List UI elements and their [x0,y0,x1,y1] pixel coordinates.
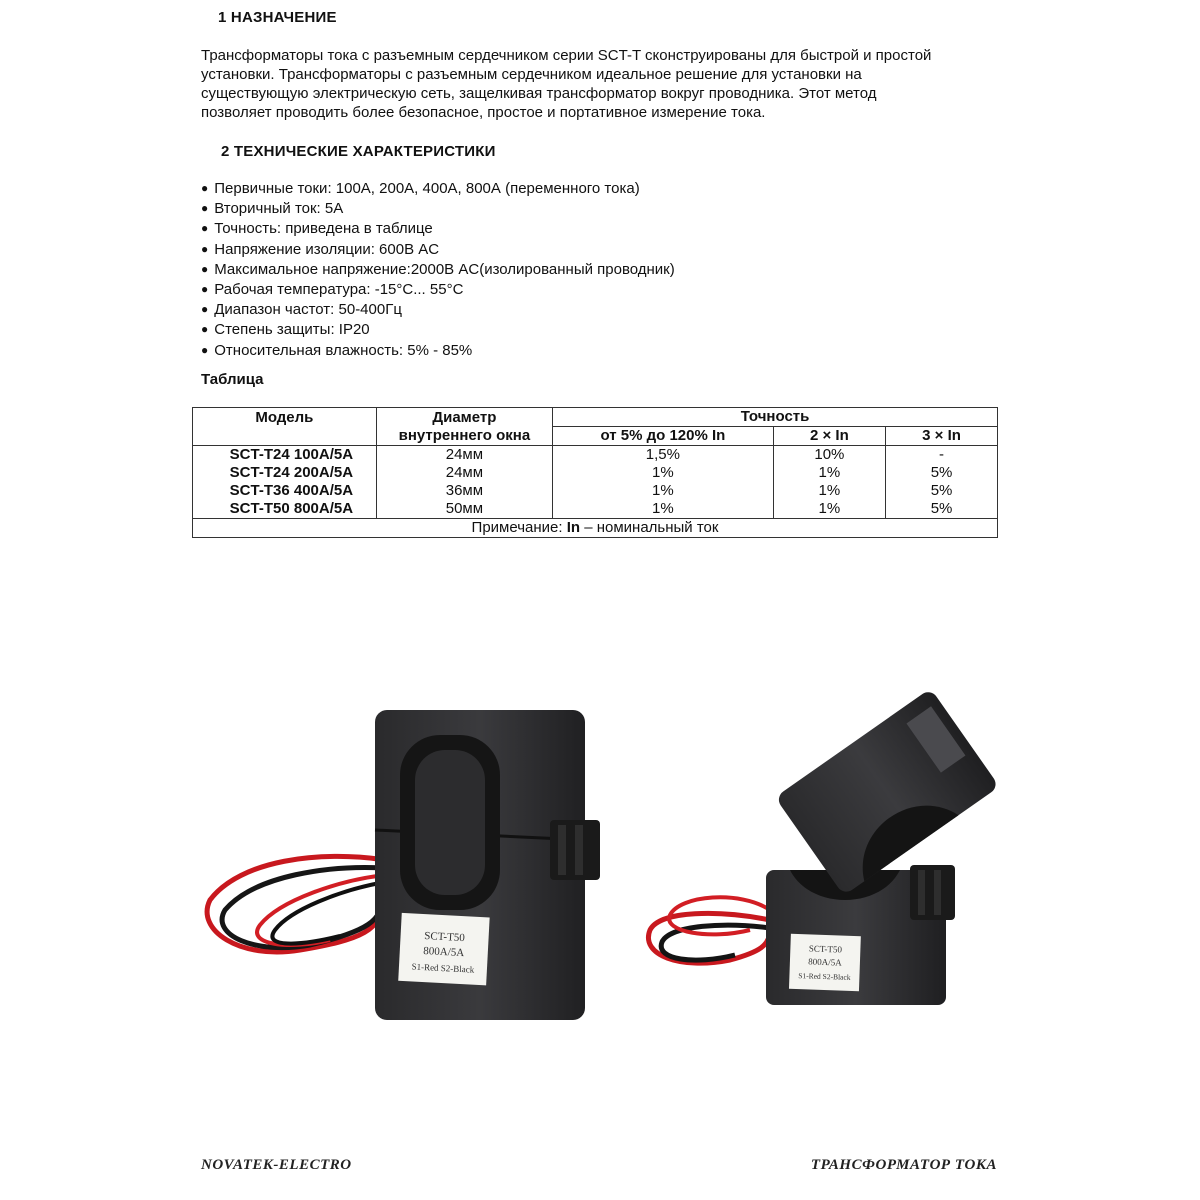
transformer-closed-photo [200,700,620,1030]
section-title-purpose: 1 НАЗНАЧЕНИЕ [218,9,337,26]
table-row [193,500,998,519]
header-diameter-line: Диаметр [432,408,497,426]
spec-item: ● Вторичный ток: 5А [201,199,675,219]
cell-accuracy: 5% [886,464,998,482]
cell-accuracy: 1% [773,500,885,519]
cell-accuracy: 1% [553,482,774,500]
cell-accuracy: 5% [886,482,998,500]
cell-model: SCT-T24 100A/5A [193,446,377,465]
table-row [193,482,998,500]
table-note [193,519,998,538]
accuracy-table [192,407,998,538]
footer-doc-title: ТРАНСФОРМАТОР ТОКА [810,1157,997,1173]
cell-accuracy: 1% [773,464,885,482]
latch-clip [558,825,566,875]
cell-accuracy: 1% [773,482,885,500]
purpose-paragraph [201,46,1041,122]
spec-item: ● Точность: приведена в таблице [201,219,675,239]
paragraph-line: Трансформаторы тока с разъемным сердечником серии SCT-T сконструированы для быстрой и простой [201,47,932,64]
black-wire [272,882,385,944]
table-row [193,464,998,482]
latch-clip [575,825,583,875]
cell-model: SCT-T50 800A/5A [193,500,377,519]
paragraph-line: установки. Трансформаторы с разъемным сердечником идеальное решение для установки на [201,66,862,83]
transformer-lid [775,688,999,895]
paragraph-line: позволяет проводить более безопасное, простое и портативное измерение тока. [201,104,766,121]
table-row [193,446,998,465]
cell-model: SCT-T36 400A/5A [193,482,377,500]
cell-accuracy: 5% [886,500,998,519]
table-note-row [193,519,998,538]
product-label [398,913,489,986]
latch-clip [918,870,925,915]
header-model: Модель [193,408,377,446]
transformer-open-photo [640,660,1040,1010]
label-text: 800A/5A [808,956,842,968]
note-suffix: – номинальный ток [580,519,719,536]
label-text: SCT-T50 [808,943,843,955]
latch [910,865,955,920]
header-accuracy-col: 3 × In [886,427,998,446]
cell-diameter: 36мм [376,482,552,500]
spec-item: ● Диапазон частот: 50-400Гц [201,300,675,320]
paragraph-line: существующую электрическую сеть, защелкивая трансформатор вокруг проводника. Этот метод [201,85,877,102]
note-prefix: Примечание: [471,519,567,536]
cell-model: SCT-T24 200A/5A [193,464,377,482]
header-diameter-line: внутреннего окна [398,426,531,444]
header-accuracy: Точность [553,408,998,427]
header-accuracy-col: от 5% до 120% In [553,427,774,446]
spec-item: ● Рабочая температура: -15°C... 55°C [201,280,675,300]
spec-item: ● Максимальное напряжение:2000В AC(изолированный проводник) [201,260,675,280]
spec-item: ● Относительная влажность: 5% - 85% [201,341,675,361]
label-text: S1-Red S2-Black [411,961,475,975]
label-text: 800A/5A [423,945,465,960]
cell-accuracy: 1% [553,500,774,519]
section-title-specs: 2 ТЕХНИЧЕСКИЕ ХАРАКТЕРИСТИКИ [221,143,496,160]
cell-accuracy: 1,5% [553,446,774,465]
header-diameter [376,408,552,446]
label-text: S1-Red S2-Black [798,971,851,982]
cell-accuracy: - [886,446,998,465]
latch-clip [934,870,941,915]
spec-list [201,179,675,361]
cell-accuracy: 1% [553,464,774,482]
spec-item: ● Степень защиты: IP20 [201,320,675,340]
header-accuracy-col: 2 × In [773,427,885,446]
cell-accuracy: 10% [773,446,885,465]
core-window-inner [415,750,485,895]
spec-item: ● Первичные токи: 100А, 200А, 400А, 800А (переменного тока) [201,179,675,199]
cell-diameter: 24мм [376,464,552,482]
product-label [789,934,861,991]
table-caption: Таблица [201,371,264,388]
footer-company: NOVATEK-ELECTRO [201,1157,352,1173]
cell-diameter: 24мм [376,446,552,465]
spec-item: ● Напряжение изоляции: 600В AC [201,240,675,260]
label-text: SCT-T50 [424,930,466,945]
note-in: In [566,519,581,536]
cell-diameter: 50мм [376,500,552,519]
